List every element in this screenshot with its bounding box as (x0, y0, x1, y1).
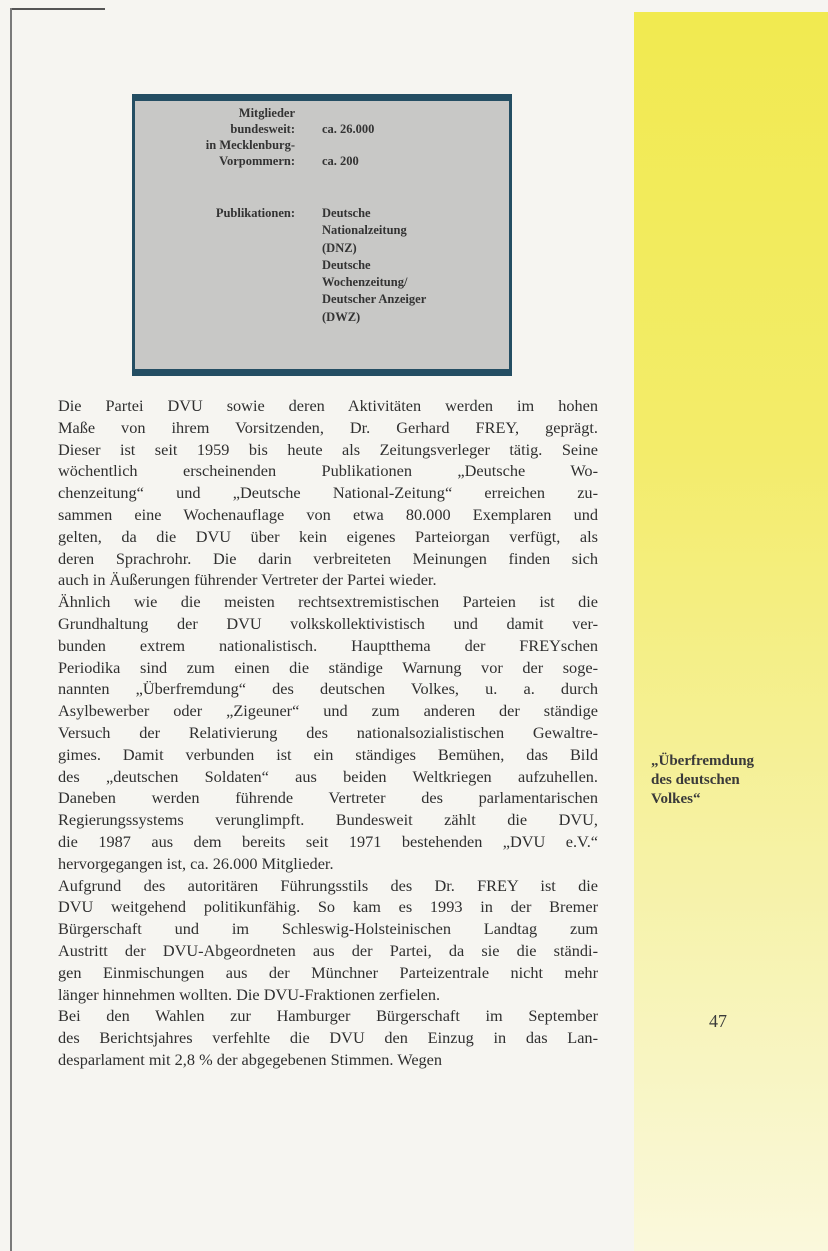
body-line: des „deutschen Soldaten“ aus beiden Weltkriegen aufzuhellen. (58, 766, 598, 786)
body-line: bunden extrem nationalistisch. Hauptthema der FREYschen (58, 635, 598, 655)
body-line: Bei den Wahlen zur Hamburger Bürgerschaft im September (58, 1006, 598, 1026)
info-value-line: Nationalzeitung (322, 223, 407, 238)
body-line: Ähnlich wie die meisten rechtsextremistischen Parteien ist die (58, 592, 598, 612)
body-line: Asylbewerber oder „Zigeuner“ und zum anderen der ständige (58, 701, 598, 721)
info-label-line: Vorpommern: (219, 154, 295, 168)
info-label-publications (135, 205, 295, 221)
info-label-members (135, 105, 295, 137)
body-line: Bürgerschaft und im Schleswig-Holsteinischen Landtag zum (58, 919, 598, 939)
page-edge-top (10, 8, 105, 10)
body-line: Regierungssystems verunglimpft. Bundesweit zählt die DVU, (58, 810, 598, 830)
page-edge-left (10, 8, 12, 1251)
info-label-mv (135, 137, 295, 169)
margin-note (651, 752, 821, 809)
info-label-line: Publikationen: (215, 206, 295, 220)
margin-color-band (634, 12, 828, 1251)
body-line: deren Sprachrohr. Die darin verbreiteten Meinungen finden sich (58, 548, 598, 568)
info-value-publications (322, 205, 502, 326)
info-value-line: Deutscher Anzeiger (322, 292, 427, 307)
info-value-line: ca. 26.000 (322, 122, 375, 136)
info-value-mv (322, 153, 502, 169)
info-value-line: Wochenzeitung/ (322, 275, 408, 290)
body-paragraphs (58, 395, 598, 1071)
body-line: nannten „Überfremdung“ des deutschen Volkes, u. a. durch (58, 679, 598, 699)
info-value-members (322, 121, 502, 137)
margin-note-line: des deutschen (651, 772, 740, 788)
body-line: Daneben werden führende Vertreter des parlamentarischen (58, 788, 598, 808)
info-label-line: in Mecklenburg- (205, 138, 295, 152)
info-value-line: Deutsche (322, 257, 371, 272)
margin-note-line: Volkes“ (651, 791, 701, 807)
info-value-line: ca. 200 (322, 154, 359, 168)
margin-note-line: „Überfremdung (651, 753, 755, 769)
body-line: gimes. Damit verbunden ist ein ständiges Bemühen, das Bild (58, 744, 598, 764)
body-line: wöchentlich erscheinenden Publikationen „Deutsche Wo- (58, 461, 598, 481)
info-label-line: Mitglieder (238, 106, 295, 120)
info-label-line: bundesweit: (230, 122, 295, 136)
body-line: die 1987 aus dem bereits seit 1971 bestehenden „DVU e.V.“ (58, 831, 598, 851)
body-line: gelten, da die DVU über kein eigenes Parteiorgan verfügt, als (58, 526, 598, 546)
body-line: auch in Äußerungen führender Vertreter der Partei wieder. (58, 570, 437, 590)
page-number: 47 (709, 1011, 727, 1031)
body-line: sammen eine Wochenauflage von etwa 80.000 Exemplaren und (58, 504, 598, 524)
body-line: Grundhaltung der DVU volkskollektivistisch und damit ver- (58, 613, 598, 633)
body-line: chenzeitung“ und „Deutsche National-Zeitung“ erreichen zu- (58, 483, 598, 503)
body-line: Dieser ist seit 1959 bis heute als Zeitungsverleger tätig. Seine (58, 439, 598, 459)
body-line: Maße von ihrem Vorsitzenden, Dr. Gerhard FREY, geprägt. (58, 417, 598, 437)
body-line: Aufgrund des autoritären Führungsstils des Dr. FREY ist die (58, 875, 598, 895)
body-line: gen Einmischungen aus der Münchner Parteizentrale nicht mehr (58, 962, 598, 982)
body-line: hervorgegangen ist, ca. 26.000 Mitglieder. (58, 853, 334, 873)
info-value-line: (DNZ) (322, 240, 357, 255)
body-line: Periodika sind zum einen die ständige Warnung vor der soge- (58, 657, 598, 677)
body-line: Austritt der DVU-Abgeordneten aus der Partei, da sie die ständi- (58, 940, 598, 960)
info-value-line: (DWZ) (322, 309, 361, 324)
info-box (132, 94, 512, 376)
body-line: des Berichtsjahres verfehlte die DVU den Einzug in das Lan- (58, 1028, 598, 1048)
body-line: Versuch der Relativierung des nationalsozialistischen Gewaltre- (58, 722, 598, 742)
info-value-line: Deutsche (322, 206, 371, 220)
body-line: desparlament mit 2,8 % der abgegebenen Stimmen. Wegen (58, 1049, 443, 1069)
body-line: Die Partei DVU sowie deren Aktivitäten werden im hohen (58, 396, 598, 415)
body-line: DVU weitgehend politikunfähig. So kam es 1993 in der Bremer (58, 897, 598, 917)
body-line: länger hinnehmen wollten. Die DVU-Fraktionen zerfielen. (58, 984, 441, 1004)
